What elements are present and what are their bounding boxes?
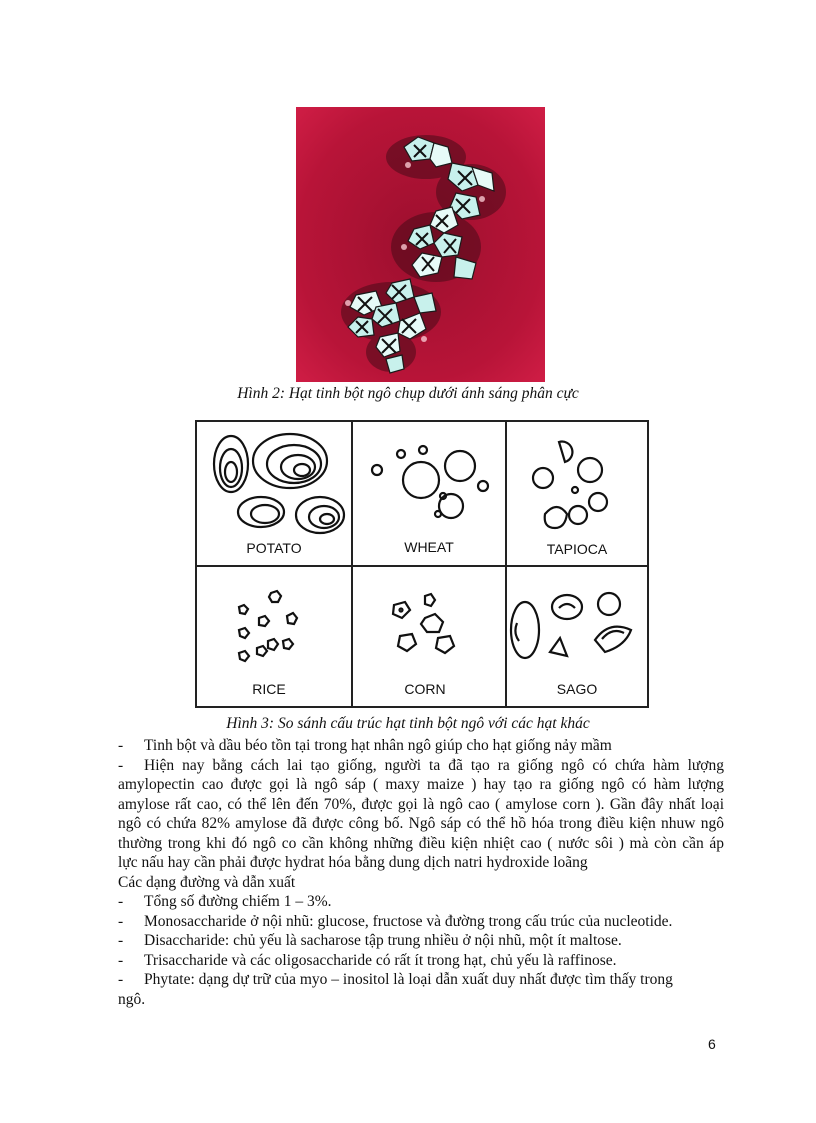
list-item: - Disaccharide: chủ yếu là sacharose tập trung nhiều ở nội nhũ, một ít maltose. [118, 932, 622, 949]
paragraph-line: amylopectin cao được gọi là ngô sáp ( maxy maize ) hay tạo ra giống ngô có hàm lượng [118, 776, 724, 793]
list-item: - Phytate: dạng dự trữ của myo – inositol là loại dẫn xuất duy nhất được tìm thấy trong [118, 971, 673, 988]
paragraph-line: thường trong khi đó ngô co cần không những điều kiện nhiệt cao ( nước sôi ) mà còn cần áp [118, 834, 724, 852]
panel-label-corn: CORN [404, 681, 446, 697]
paragraph-line: ngô. [118, 990, 146, 1008]
page-number: 6 [708, 1036, 716, 1052]
paragraph-line: amylose rất cao, có thể lên đến 70%, được gọi là ngô cao ( amylose corn ). Gần đây nhất loại [118, 795, 724, 813]
starch-comparison-grid [195, 420, 649, 708]
body-text [118, 736, 724, 1009]
panel-label-sago: SAGO [556, 681, 598, 697]
panel-label-wheat: WHEAT [404, 539, 454, 555]
paragraph-line: ngô có chứa 82% amylose đã được công bố. Ngô sáp có thể hồ hóa trong điều kiện nhuw ngô [118, 815, 724, 832]
panel-label-tapioca: TAPIOCA [546, 541, 608, 557]
figure-3-caption: Hình 3: So sánh cấu trúc hạt tinh bột ngô với các hạt khác [226, 715, 590, 732]
panel-label-potato: POTATO [246, 540, 302, 556]
paragraph-line: - Hiện nay bằng cách lai tạo giống, người ta đã tạo ra giống ngô có chứa hàm lượng [118, 756, 724, 774]
list-item: - Tinh bột và dầu béo tồn tại trong hạt nhân ngô giúp cho hạt giống nảy mầm [118, 737, 612, 754]
list-item: - Trisaccharide và các oligosaccharide có rất ít trong hạt, chủ yếu là raffinose. [118, 951, 617, 969]
starch-micrograph-image [296, 107, 545, 382]
panel-label-rice: RICE [252, 681, 286, 697]
list-item: - Monosaccharide ở nội nhũ: glucose, fructose và đường trong cấu trúc của nucleotide. [118, 912, 673, 930]
paragraph-line: lực nấu hay cần phải được hydrat hóa bằng dung dịch natri hydroxide loãng [118, 854, 588, 871]
figure-2-caption: Hình 2: Hạt tinh bột ngô chụp dưới ánh sáng phân cực [237, 385, 579, 402]
section-heading: Các dạng đường và dẫn xuất [118, 873, 296, 891]
list-item: - Tổng số đường chiếm 1 – 3%. [118, 893, 332, 910]
